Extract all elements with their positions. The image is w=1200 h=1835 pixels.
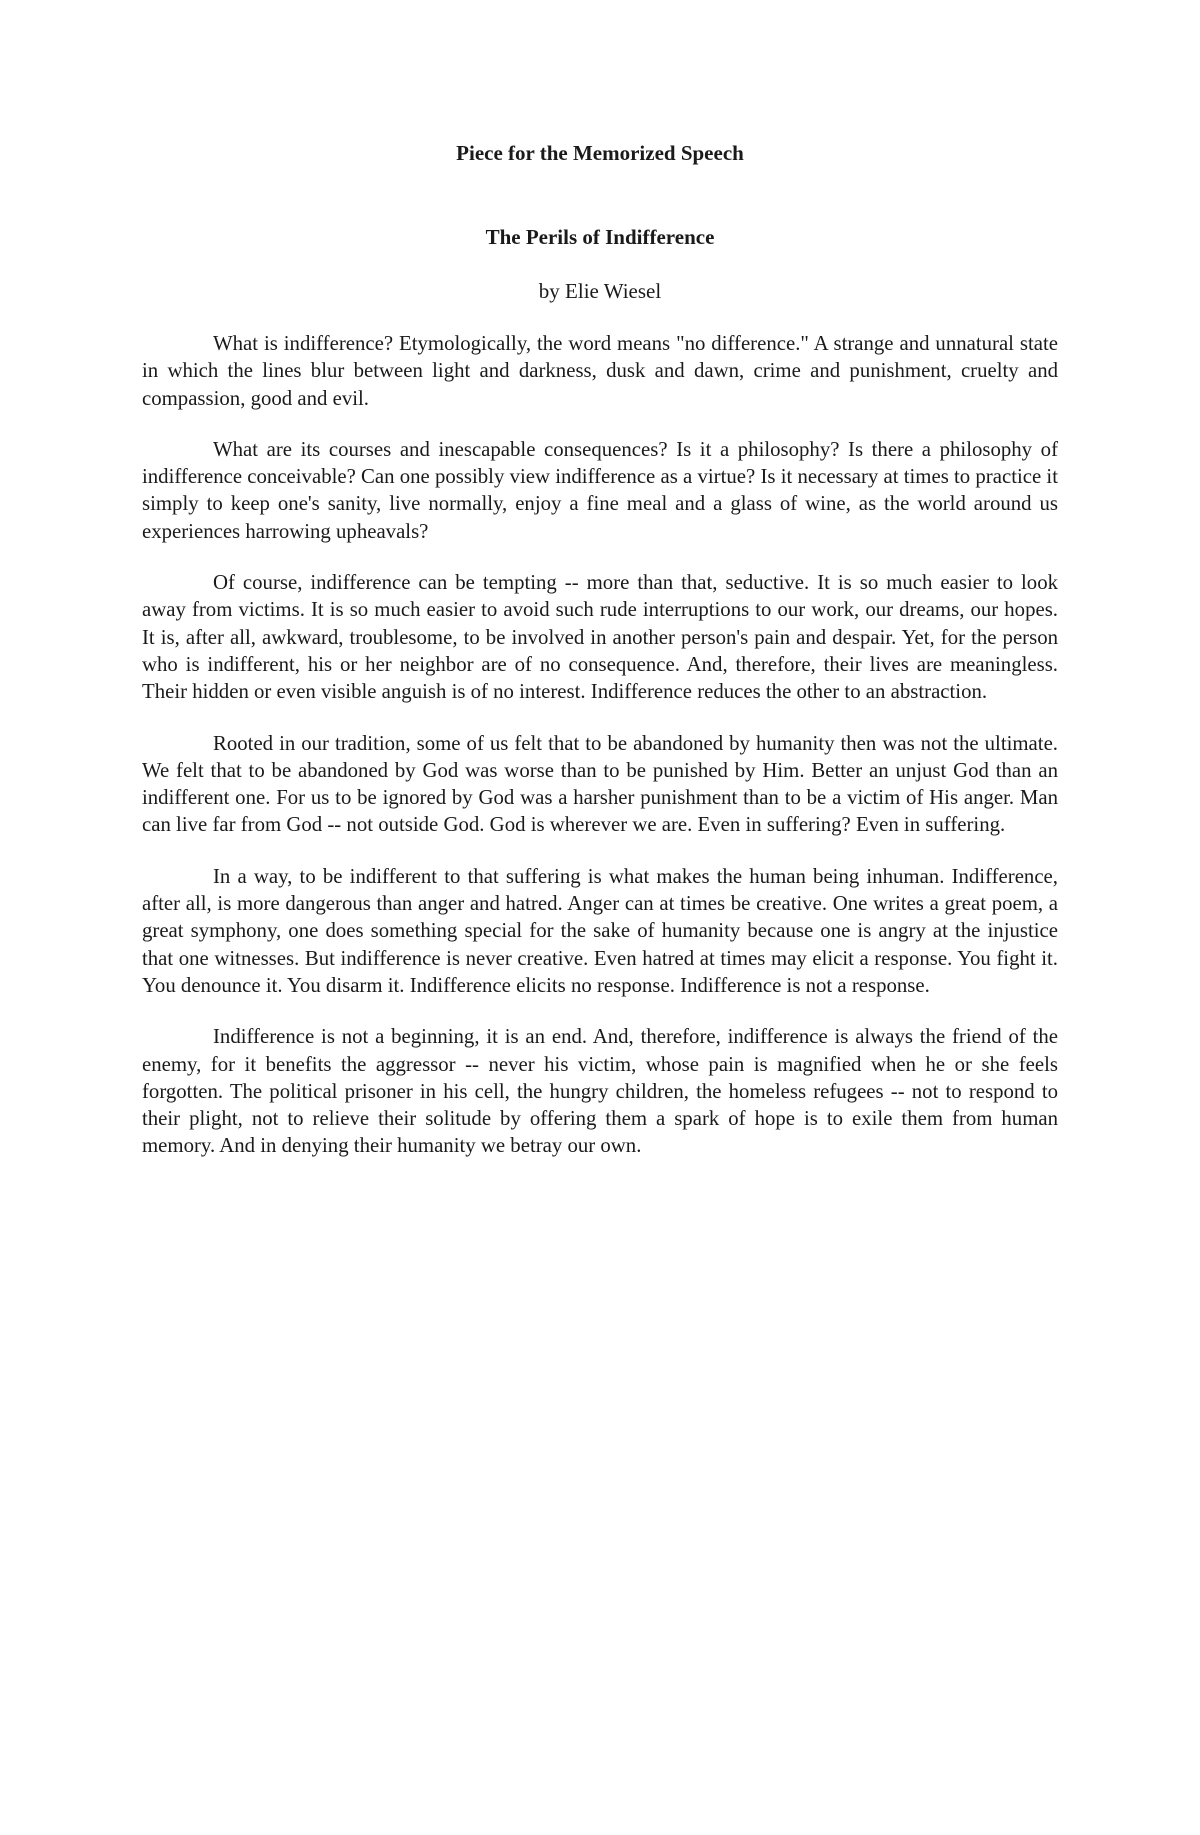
paragraph-6: Indifference is not a beginning, it is an end. And, therefore, indifference is always the friend of the enemy, for it benefits the aggressor -- never his victim, whose pain is magnified when he or she feels forgotten. The political prisoner in his cell, the hungry children, the homeless refugees -- not to respond to their plight, not to relieve their solitude by offering them a spark of hope is to exile them from human memory. And in denying their humanity we betray our own.: [142, 1025, 1058, 1158]
document-heading: Piece for the Memorized Speech: [456, 141, 744, 165]
paragraph-3: Of course, indifference can be tempting -- more than that, seductive. It is so much easier to look away from victims. It is so much easier to avoid such rude interruptions to our work, our dreams, our hopes. It is, after all, awkward, troublesome, to be involved in another person's pain and despair. Yet, for the person who is indifferent, his or her neighbor are of no consequence. And, therefore, their lives are meaningless. Their hidden or even visible anguish is of no interest. Indifference reduces the other to an abstraction.: [142, 571, 1058, 704]
paragraph-4: Rooted in our tradition, some of us felt that to be abandoned by humanity then was not the ultimate. We felt that to be abandoned by God was worse than to be punished by Him. Better an unjust God than an indifferent one. For us to be ignored by God was a harsher punishment than to be a victim of His anger. Man can live far from God -- not outside God. God is wherever we are. Even in suffering? Even in suffering.: [142, 731, 1058, 837]
author-byline: by Elie Wiesel: [538, 279, 662, 303]
speech-title: The Perils of Indifference: [485, 225, 715, 249]
paragraph-1: What is indifference? Etymologically, the word means "no difference." A strange and unnatural state in which the lines blur between light and darkness, dusk and dawn, crime and punishment, cruelty and compassion, good and evil.: [142, 332, 1058, 410]
paragraph-2: What are its courses and inescapable consequences? Is it a philosophy? Is there a philosophy of indifference conceivable? Can one possibly view indifference as a virtue? Is it necessary at times to practice it simply to keep one's sanity, live normally, enjoy a fine meal and a glass of wine, as the world around us experiences harrowing upheavals?: [142, 437, 1058, 543]
paragraph-5: In a way, to be indifferent to that suffering is what makes the human being inhuman. Indifference, after all, is more dangerous than anger and hatred. Anger can at times be creative. One writes a great poem, a great symphony, one does something special for the sake of humanity because one is angry at the injustice that one witnesses. But indifference is never creative. Even hatred at times may elicit a response. You fight it. You denounce it. You disarm it. Indifference elicits no response. Indifference is not a response.: [142, 864, 1058, 997]
speech-body: [142, 330, 1058, 1184]
